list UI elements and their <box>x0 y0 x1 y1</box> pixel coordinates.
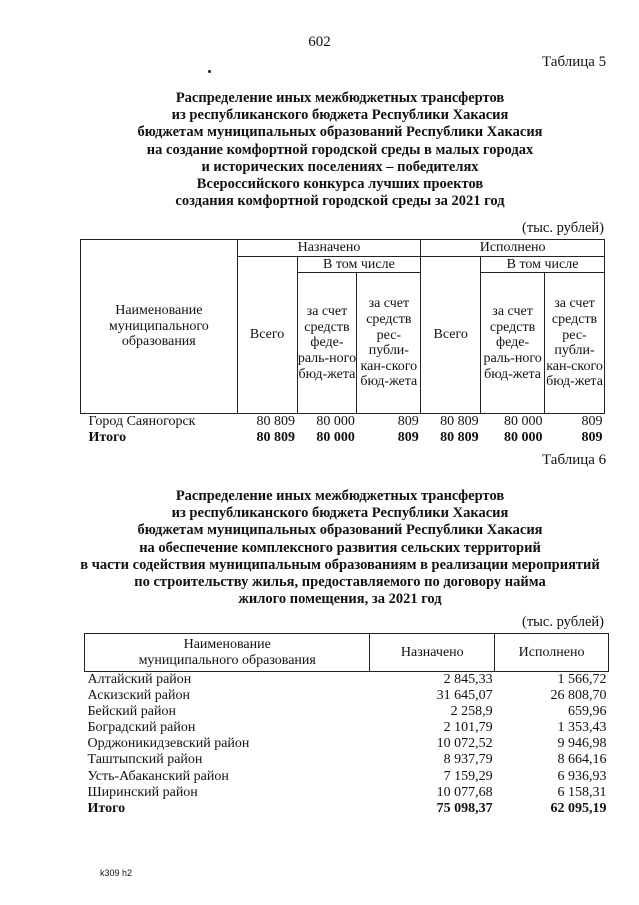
cell-executed: 8 664,16 <box>557 752 607 768</box>
table-row <box>85 752 609 768</box>
table6-title-line: жилого помещения, за 2021 год <box>238 591 442 608</box>
row-name: Усть-Абаканский район <box>87 768 229 784</box>
table5 <box>80 239 605 446</box>
header-name <box>85 634 370 672</box>
cell-executed: 659,96 <box>568 704 607 720</box>
header-executed-republic: за счет средств рес-публи-кан-ского бюд-жета <box>545 273 605 414</box>
total-executed-federal: 80 000 <box>504 430 543 446</box>
header-name-line: Наименование <box>183 637 271 652</box>
cell-executed-federal: 80 000 <box>504 414 543 430</box>
table5-title-line: Всероссийского конкурса лучших проектов <box>196 176 484 193</box>
table-row <box>85 704 609 720</box>
cell-executed-total: 80 809 <box>440 414 479 430</box>
cell-assigned-total: 80 809 <box>256 414 295 430</box>
header-executed: Исполнено <box>421 240 605 257</box>
row-name: Город Саяногорск <box>88 414 196 430</box>
total-executed: 62 095,19 <box>550 800 607 816</box>
table5-units: (тыс. рублей) <box>522 220 604 236</box>
table5-title-line: из республиканского бюджета Республики Хакасия <box>171 107 509 124</box>
row-name: Аскизский район <box>87 688 190 704</box>
cell-assigned: 7 159,29 <box>443 768 493 784</box>
footer-code: k309 h2 <box>100 868 133 878</box>
total-assigned-total: 80 809 <box>256 430 295 446</box>
table-row <box>85 688 609 704</box>
total-row <box>81 430 605 446</box>
header-name-line: муниципального образования <box>138 652 316 668</box>
table6-title-line: из республиканского бюджета Республики Хакасия <box>171 505 509 522</box>
cell-assigned: 10 077,68 <box>436 784 493 800</box>
cell-executed: 6 158,31 <box>557 784 607 800</box>
cell-assigned-federal: 80 000 <box>316 414 355 430</box>
row-name: Алтайский район <box>87 672 192 687</box>
header-executed: Исполнено <box>495 634 609 672</box>
table6-title-line: на обеспечение комплексного развития сельских территорий <box>139 539 541 556</box>
header-executed-federal: за счет средств феде-раль-ного бюд-жета <box>481 273 545 414</box>
total-assigned-federal: 80 000 <box>316 430 355 446</box>
row-name: Бейский район <box>87 704 176 720</box>
total-row <box>85 801 609 817</box>
table-row <box>85 736 609 752</box>
table6-title-line: бюджетам муниципальных образований Республики Хакасия <box>137 522 543 539</box>
cell-assigned: 2 101,79 <box>443 720 493 736</box>
scan-speck <box>208 70 211 73</box>
row-name: Орджоникидзевский район <box>87 736 250 752</box>
row-name: Таштыпский район <box>87 752 203 768</box>
total-label: Итого <box>88 430 127 446</box>
total-executed-total: 80 809 <box>440 430 479 446</box>
cell-executed-republic: 809 <box>581 414 603 430</box>
table5-title-line: и исторических поселениях – победителях <box>201 158 479 175</box>
table6-label: Таблица 6 <box>542 452 607 468</box>
table6-title-line: по строительству жилья, предоставляемого по договору найма <box>134 574 546 591</box>
cell-executed: 6 936,93 <box>557 768 607 784</box>
header-executed-total: Всего <box>421 256 481 414</box>
table5-title-line: бюджетам муниципальных образований Республики Хакасия <box>137 124 543 141</box>
table-row <box>85 720 609 736</box>
cell-executed: 1 566,72 <box>557 672 607 687</box>
table6 <box>84 633 609 817</box>
cell-assigned: 2 845,33 <box>443 672 493 687</box>
table5-title-line: на создание комфортной городской среды в малых городах <box>146 141 534 158</box>
table-row <box>85 785 609 801</box>
table5-title-line: создания комфортной городской среды за 2021 год <box>175 193 505 210</box>
header-assigned-including: В том числе <box>297 256 421 273</box>
header-assigned: Назначено <box>237 240 421 257</box>
table5-title-line: Распределение иных межбюджетных трансфертов <box>175 90 505 106</box>
table6-title-line: в части содействия муниципальным образованиям в реализации мероприятий <box>80 556 600 573</box>
total-assigned-republic: 809 <box>397 430 419 446</box>
table6-units: (тыс. рублей) <box>522 614 604 630</box>
header-name: Наименование муниципального образования <box>81 240 238 414</box>
table5-title <box>40 90 639 210</box>
cell-assigned: 10 072,52 <box>436 736 493 752</box>
header-executed-including: В том числе <box>481 256 605 273</box>
cell-assigned: 2 258,9 <box>450 704 493 720</box>
table6-title-line: Распределение иных межбюджетных трансфертов <box>175 488 505 504</box>
total-assigned: 75 098,37 <box>436 800 493 816</box>
table6-title <box>40 488 639 608</box>
row-name: Боградский район <box>87 720 196 736</box>
table-row <box>85 769 609 785</box>
table-row <box>81 414 605 431</box>
header-assigned-republic: за счет средств рес-публи-кан-ского бюд-жета <box>357 273 421 414</box>
table-row <box>85 672 609 689</box>
cell-executed: 26 808,70 <box>550 688 607 704</box>
cell-assigned: 31 645,07 <box>436 688 493 704</box>
cell-assigned-republic: 809 <box>397 414 419 430</box>
header-assigned-federal: за счет средств феде-раль-ного бюд-жета <box>297 273 357 414</box>
total-executed-republic: 809 <box>581 430 603 446</box>
cell-executed: 9 946,98 <box>557 736 607 752</box>
table5-label: Таблица 5 <box>542 54 607 70</box>
cell-assigned: 8 937,79 <box>443 752 493 768</box>
header-assigned: Назначено <box>370 634 495 672</box>
total-label: Итого <box>87 800 126 816</box>
row-name: Ширинский район <box>87 784 198 800</box>
cell-executed: 1 353,43 <box>557 720 607 736</box>
page-number: 602 <box>308 34 331 50</box>
header-assigned-total: Всего <box>237 256 297 414</box>
